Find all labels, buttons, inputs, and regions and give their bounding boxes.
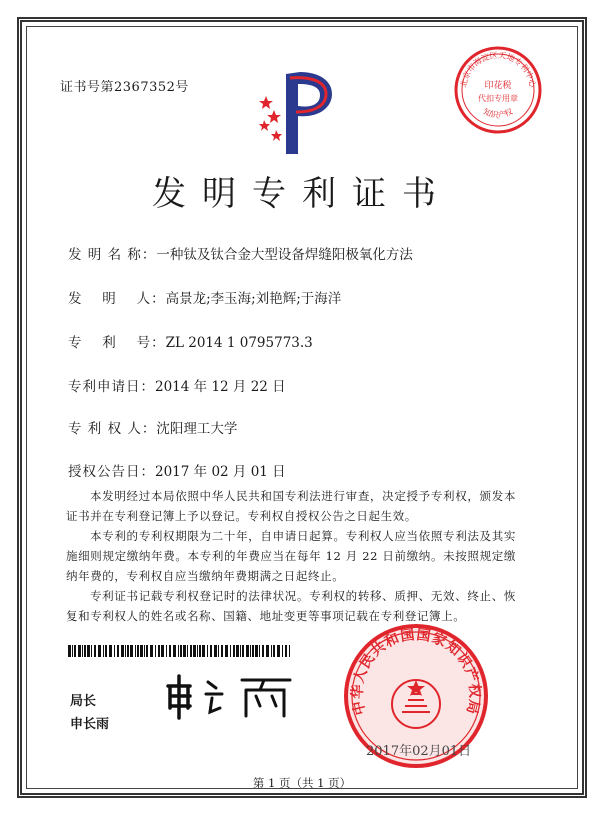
barcode-bar <box>271 645 272 657</box>
barcode-bar <box>259 645 260 657</box>
announcement-date-label: 授权公告日： <box>68 464 155 480</box>
barcode-bar <box>277 645 280 657</box>
barcode-bar <box>250 645 251 657</box>
barcode-bar <box>68 645 71 657</box>
svg-text:知识产权 <box>482 106 514 120</box>
patent-number-label: 专 利 号： <box>68 335 166 351</box>
announcement-date-value: 2017 年 02 月 01 日 <box>155 464 286 480</box>
barcode-bar <box>144 645 145 657</box>
barcode-bar <box>166 645 167 657</box>
barcode-bar <box>94 645 96 657</box>
barcode-bar <box>187 645 188 657</box>
big-seal-ring-text: 中华人民共和国国家知识产权局 <box>349 627 483 717</box>
barcode-bar <box>180 645 182 657</box>
barcode-bar <box>78 645 81 657</box>
barcode-bar <box>114 645 115 657</box>
patentee-value: 沈阳理工大学 <box>156 421 238 437</box>
barcode <box>68 645 290 657</box>
barcode-bar <box>82 645 83 657</box>
barcode-bar <box>178 645 179 657</box>
barcode-bar <box>218 645 219 657</box>
barcode-bar <box>207 645 208 657</box>
patent-office-logo <box>256 66 338 156</box>
barcode-bar <box>130 645 133 657</box>
invention-name-value: 一种钛及钛合金大型设备焊缝阳极氧化方法 <box>156 247 413 263</box>
barcode-bar <box>183 645 186 657</box>
barcode-bar <box>285 645 287 657</box>
paragraph-grant: 本发明经过本局依照中华人民共和国专利法进行审查，决定授予专利权，颁发本证书并在专利登记簿上予以登记。专利权自授权公告之日起生效。 <box>66 489 516 523</box>
barcode-bar <box>262 645 264 657</box>
small-seal-footer-text: 知识产权 <box>481 107 515 120</box>
barcode-bar <box>199 645 201 657</box>
barcode-bar <box>135 645 136 657</box>
invention-name-label: 发 明 名 称： <box>68 247 157 263</box>
announcement-date-row <box>68 460 286 480</box>
paragraph-term: 本专利的专利权期限为二十年，自申请日起算。专利权人应当依照专利法及其实施细则规定缴纳年费。本专利的年费应当在每年 12 月 22 日前缴纳。未按照规定缴纳年费的，专利权自应当缴纳年费期满之日起终止。 <box>66 529 516 583</box>
director-title: 局长 <box>70 694 97 709</box>
barcode-bar <box>125 645 126 657</box>
page-footer: 第 1 页（共 1 页） <box>252 776 352 790</box>
barcode-bar <box>158 645 160 657</box>
filing-date-row <box>68 375 286 395</box>
barcode-bar <box>240 645 241 657</box>
logo-star <box>259 96 273 109</box>
director-signature <box>160 672 300 722</box>
barcode-bar <box>169 645 171 657</box>
invention-name-row <box>68 243 413 263</box>
barcode-bar <box>282 645 283 657</box>
barcode-bar <box>246 645 249 657</box>
barcode-bar <box>214 645 217 657</box>
certificate-number: 证书号第2367352号 <box>60 80 189 95</box>
barcode-bar <box>150 645 153 657</box>
filing-date-label: 专利申请日： <box>68 379 155 395</box>
barcode-bar <box>202 645 205 657</box>
barcode-bar <box>289 645 290 657</box>
barcode-bar <box>74 645 76 657</box>
logo-star <box>259 120 270 131</box>
barcode-bar <box>230 645 231 657</box>
director-name: 申长雨 <box>70 717 110 732</box>
barcode-bar <box>98 645 101 657</box>
barcode-bar <box>236 645 239 657</box>
barcode-bar <box>233 645 235 657</box>
barcode-bar <box>225 645 228 657</box>
filing-date-value: 2014 年 12 月 22 日 <box>155 379 286 395</box>
barcode-bar <box>266 645 269 657</box>
inventors-value: 高景龙;李玉海;刘艳辉;于海洋 <box>165 291 342 307</box>
logo-star <box>267 110 281 123</box>
barcode-bar <box>91 645 92 657</box>
barcode-bar <box>72 645 73 657</box>
barcode-bar <box>197 645 198 657</box>
patent-number-row <box>68 331 313 351</box>
barcode-bar <box>84 645 86 657</box>
barcode-bar <box>109 645 112 657</box>
barcode-bar <box>87 645 90 657</box>
barcode-bar <box>173 645 176 657</box>
tax-stamp-seal <box>452 44 544 136</box>
inventors-label: 发 明 人： <box>68 291 166 307</box>
small-seal-center-line2: 代扣专用章 <box>478 94 518 103</box>
patent-number-value: ZL 2014 1 0795773.3 <box>165 335 313 351</box>
barcode-bar <box>190 645 192 657</box>
patentee-label: 专 利 权 人： <box>68 421 157 437</box>
barcode-bar <box>146 645 148 657</box>
barcode-bar <box>117 645 119 657</box>
paragraph-legal-status: 专利证书记载专利权登记时的法律状况。专利权的转移、质押、无效、终止、恢复和专利权人的姓名或名称、国籍、地址变更等事项记载在专利登记簿上。 <box>66 589 516 623</box>
barcode-bar <box>155 645 156 657</box>
barcode-bar <box>221 645 223 657</box>
logo-star <box>271 130 282 141</box>
barcode-bar <box>137 645 139 657</box>
logo-p-shape <box>286 72 332 154</box>
barcode-bar <box>210 645 212 657</box>
page-title: 发明专利证书 <box>152 174 452 214</box>
barcode-bar <box>105 645 107 657</box>
barcode-bar <box>140 645 143 657</box>
barcode-bar <box>121 645 124 657</box>
inventors-row <box>68 287 341 307</box>
barcode-bar <box>103 645 104 657</box>
patentee-row <box>68 417 237 437</box>
barcode-bar <box>255 645 258 657</box>
barcode-bar <box>242 645 244 657</box>
barcode-bar <box>193 645 196 657</box>
barcode-bar <box>161 645 164 657</box>
grant-date-on-seal: 2017年02月01日 <box>366 744 472 759</box>
small-seal-center-line1: 印花税 <box>484 81 512 91</box>
small-seal-ring-text: 北京市海淀区天地专利中心 <box>458 50 538 89</box>
barcode-bar <box>127 645 129 657</box>
barcode-bar <box>273 645 275 657</box>
barcode-bar <box>252 645 254 657</box>
